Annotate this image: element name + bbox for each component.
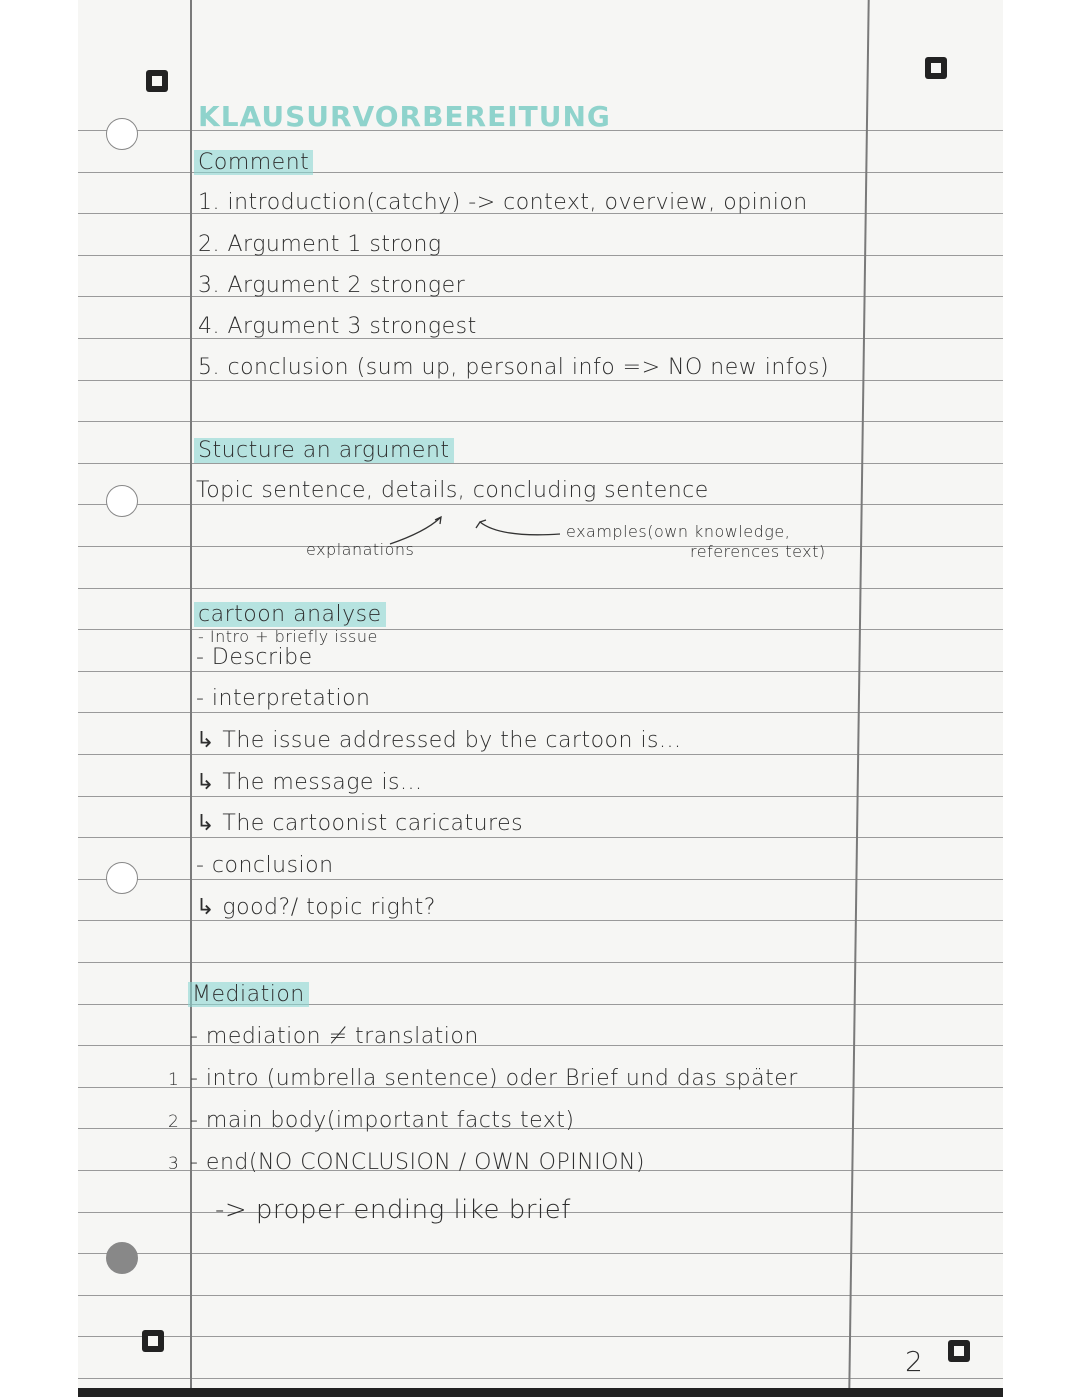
ruled-line [78, 380, 1003, 381]
structure-line: Topic sentence, details, concluding sentence [196, 478, 709, 503]
mediation-item: - end(NO CONCLUSION / OWN OPINION) [190, 1150, 646, 1175]
cartoon-item: ↳ good?/ topic right? [196, 895, 436, 920]
arrows-icon [380, 512, 580, 552]
page-number: 2 [905, 1345, 924, 1378]
cartoon-item: ↳ The issue addressed by the cartoon is... [196, 728, 682, 753]
ruled-line [78, 1253, 1003, 1254]
ruled-line [78, 671, 1003, 672]
mediation-number: 1 [168, 1070, 180, 1090]
mediation-item: - intro (umbrella sentence) oder Brief und das später [190, 1066, 798, 1091]
ruled-line [78, 712, 1003, 713]
mediation-number: 2 [168, 1112, 180, 1132]
corner-marker-icon [142, 1330, 164, 1352]
cartoon-item: - Intro + briefly issue [198, 627, 378, 646]
cartoon-item: - Describe [196, 645, 313, 670]
page-edge [78, 1388, 1003, 1397]
left-margin-line [190, 0, 192, 1390]
cartoon-item: ↳ The message is... [196, 770, 423, 795]
page-title: KLAUSURVORBEREITUNG [198, 100, 611, 133]
ruled-line [78, 796, 1003, 797]
ruled-line [78, 1336, 1003, 1337]
ruled-line [78, 504, 1003, 505]
cartoon-heading: cartoon analyse [194, 602, 386, 627]
mediation-item: - mediation ≠ translation [190, 1024, 479, 1049]
cartoon-item: - conclusion [196, 853, 334, 878]
corner-marker-icon [925, 57, 947, 79]
ruled-line [78, 962, 1003, 963]
comment-heading: Comment [194, 150, 313, 175]
comment-item: 4. Argument 3 strongest [198, 314, 477, 339]
punch-hole [106, 862, 138, 894]
ruled-line [78, 837, 1003, 838]
ruled-line [78, 463, 1003, 464]
structure-heading: Stucture an argument [194, 438, 454, 463]
ruled-line [78, 1295, 1003, 1296]
ruled-line [78, 754, 1003, 755]
corner-marker-icon [948, 1340, 970, 1362]
mediation-heading: Mediation [188, 982, 309, 1007]
comment-item: 3. Argument 2 stronger [198, 273, 466, 298]
ruled-line [78, 1378, 1003, 1379]
cartoon-item: - interpretation [196, 686, 371, 711]
punch-hole [106, 485, 138, 517]
comment-item: 1. introduction(catchy) -> context, overview, opinion [198, 190, 808, 215]
comment-item: 2. Argument 1 strong [198, 232, 442, 257]
punch-hole [106, 118, 138, 150]
corner-marker-icon [146, 70, 168, 92]
cartoon-item: ↳ The cartoonist caricatures [196, 811, 524, 836]
mediation-number: 3 [168, 1154, 180, 1174]
comment-item: 5. conclusion (sum up, personal info => NO new infos) [198, 355, 830, 380]
structure-note: explanations [306, 540, 415, 559]
ruled-line [78, 879, 1003, 880]
structure-note: examples(own knowledge, [566, 522, 791, 541]
punch-hole [106, 1242, 138, 1274]
ruled-line [78, 421, 1003, 422]
mediation-item: -> proper ending like brief [215, 1195, 571, 1225]
ruled-line [78, 920, 1003, 921]
structure-note: references text) [690, 542, 826, 561]
mediation-item: - main body(important facts text) [190, 1108, 575, 1133]
ruled-line [78, 588, 1003, 589]
